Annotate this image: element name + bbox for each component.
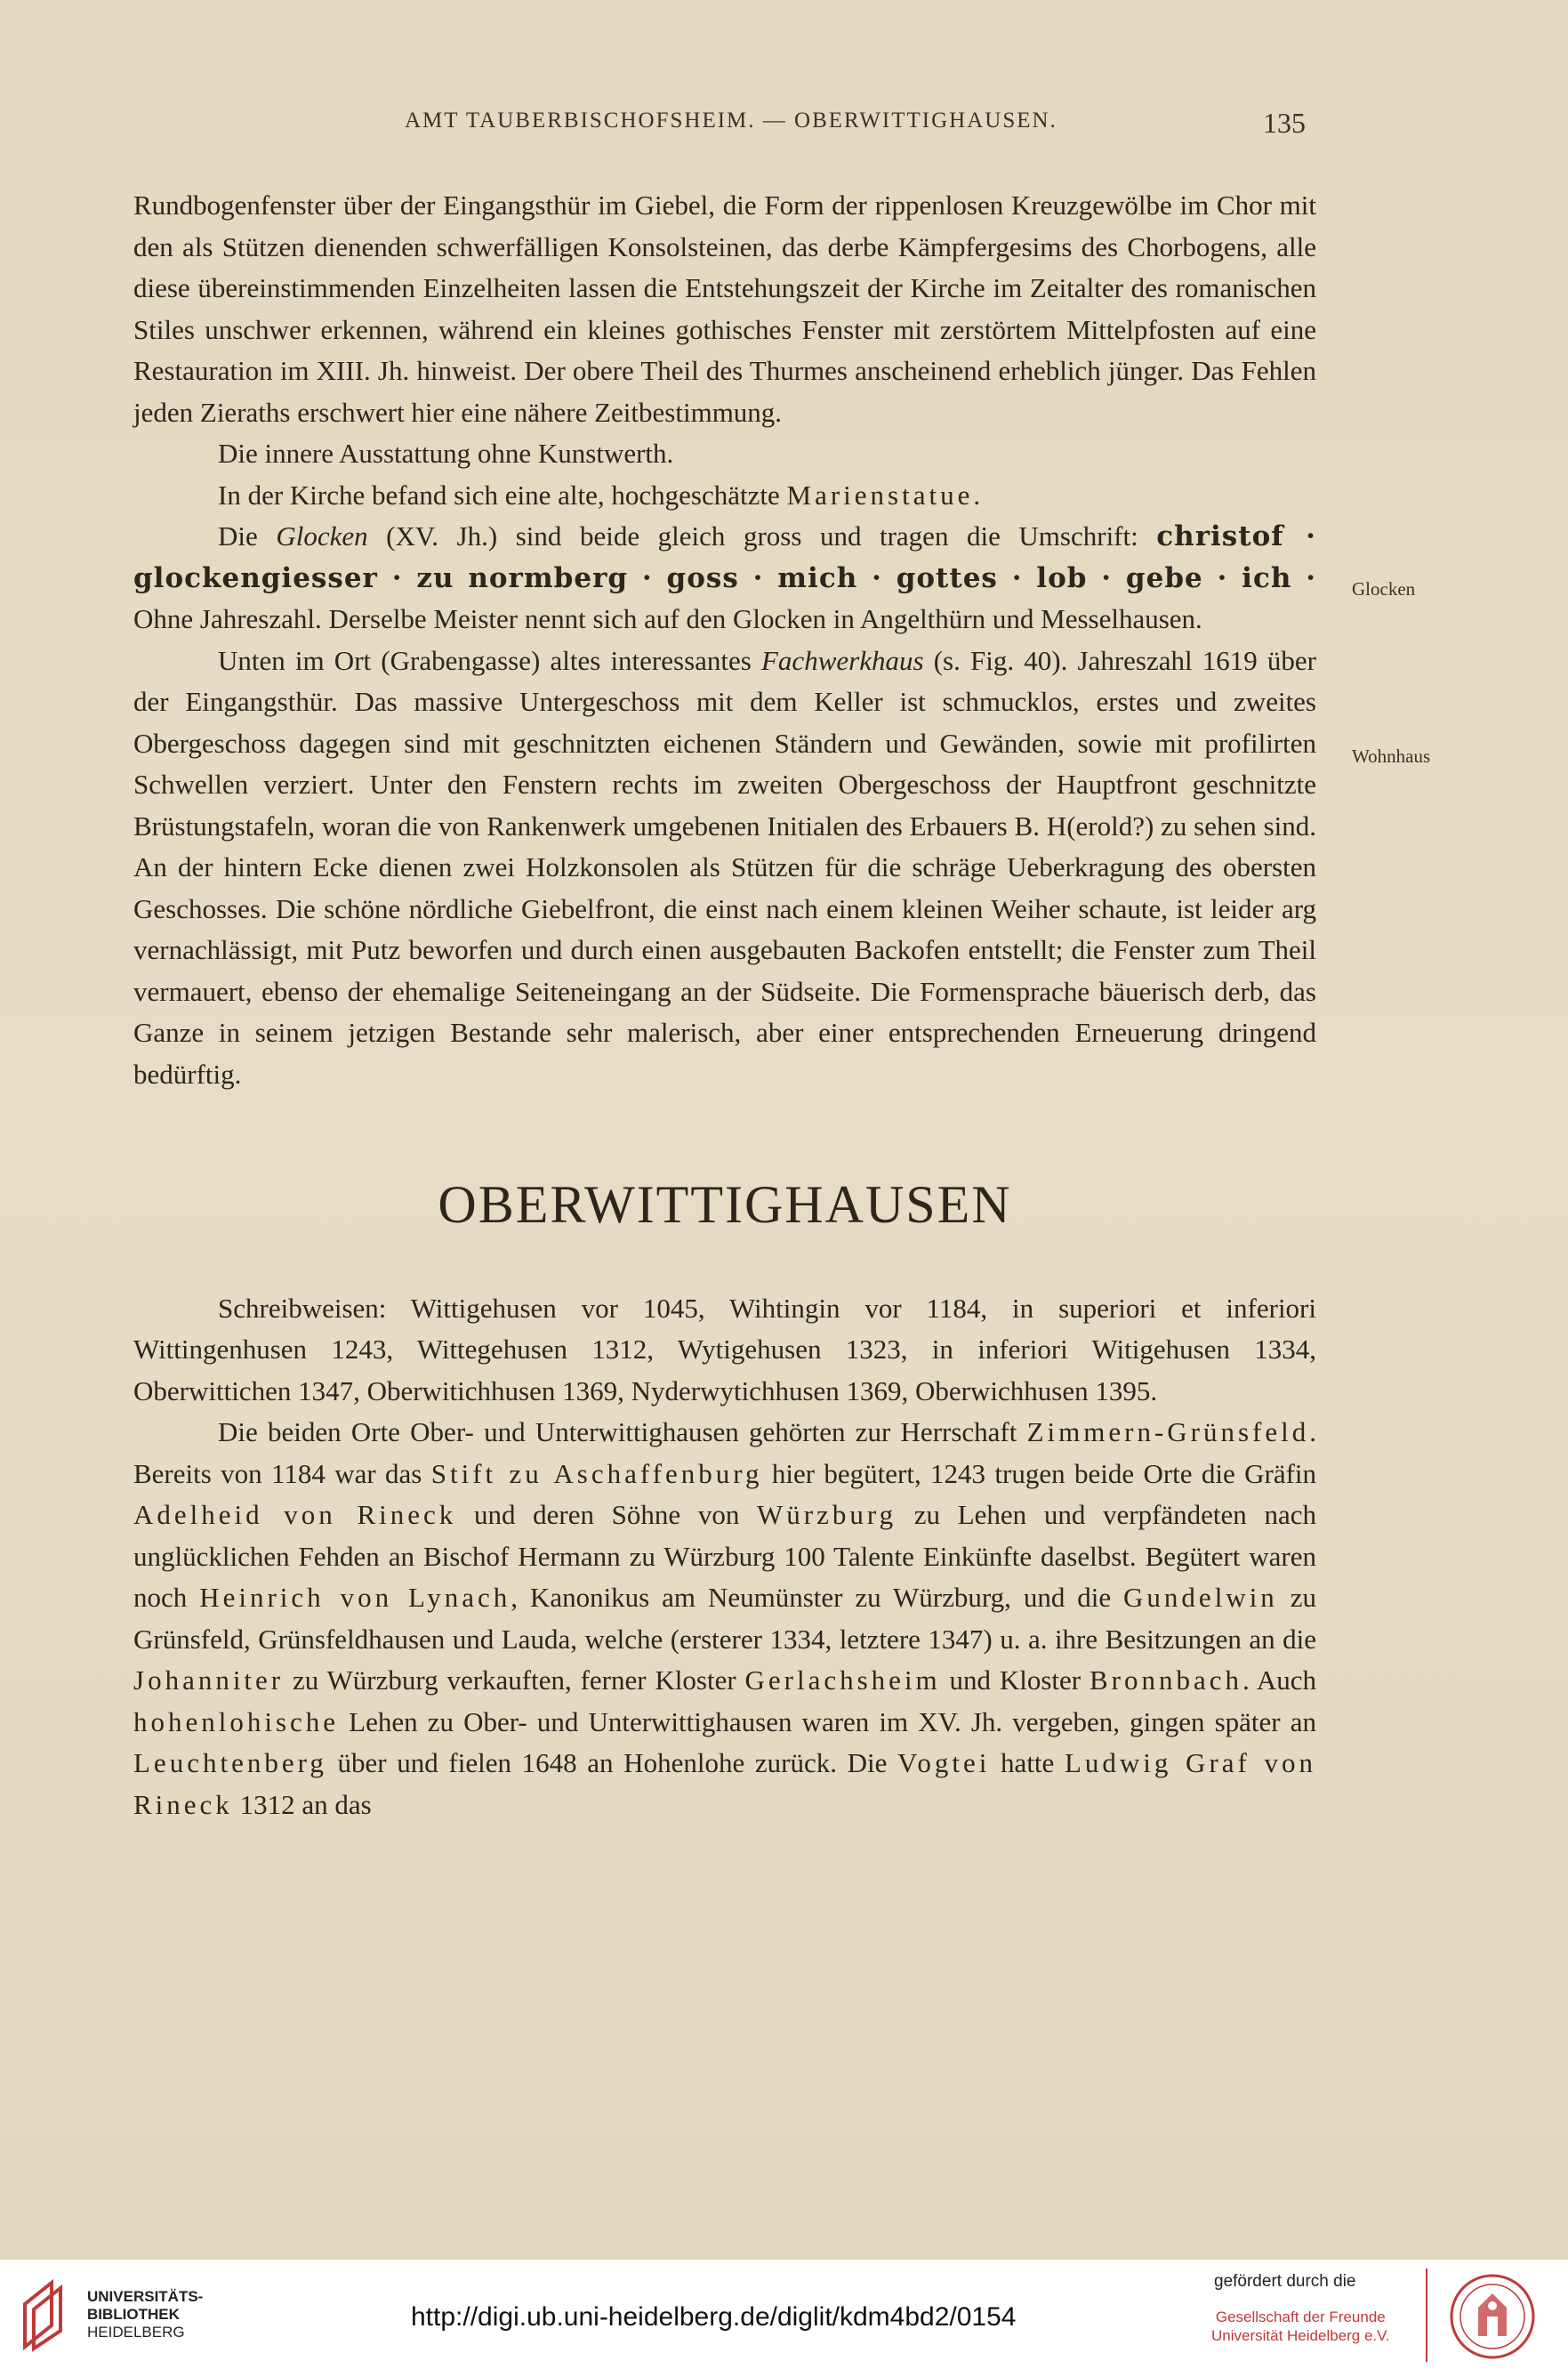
paragraph-bells [133, 516, 1316, 641]
text-span: zu Würzburg verkauften, ferner Kloster [284, 1664, 745, 1696]
text-span: (s. Fig. 40). Jahreszahl 1619 über der Eingangsthür. Das massive Untergeschoss mit dem Keller ist schmucklos, erstes und zweites Obergeschoss dagegen sind mit geschnitzten eichenen Ständern und Gewänden, sowie mit profilirten Schwellen verziert. Unter den Fenstern rechts im zweiten Obergeschoss der Hauptfront geschnitzte Brüstungstafeln, woran die von Rankenwerk umgebenen Initialen des Erbauers B. H(erold?) zu sehen sind. An der hintern Ecke dienen zwei Holzkonsolen als Stützen für die schräge Ueberkragung des obersten Geschosses. Die schöne nördliche Giebelfront, die einst nach einem kleinen Weiher schaute, ist leider arg vernachlässigt, mit Putz beworfen und durch einen ausgebauten Backofen entstellt; die Fenster zum Theil vermauert, ebenso der ehemalige Seiteneingang an der Südseite. Die Formensprache bäuerisch derb, das Ganze in seinem jetzigen Bestande sehr malerisch, aber einer entsprechenden Erneuerung dringend bedürftig. [133, 644, 1316, 1090]
permalink-url[interactable]: http://digi.ub.uni-heidelberg.de/diglit/kdm4bd2/0154 [411, 2302, 1017, 2332]
spaced-term: Heinrich von Lynach [199, 1582, 511, 1613]
text-span: 1312 an das [232, 1788, 372, 1820]
society-line: Universität Heidelberg e.V. [1211, 2327, 1390, 2344]
spaced-term: Würzburg [757, 1499, 897, 1530]
margin-note-glocken: Glocken [1352, 578, 1416, 600]
spaced-term: Ludwig Graf von Rineck [133, 1747, 1317, 1820]
text-span: Die [218, 520, 277, 552]
spaced-term: Gundelwin [1123, 1582, 1278, 1613]
italic-term: Glocken [276, 520, 368, 552]
spaced-term: Vogtei [897, 1747, 991, 1778]
text-span: . Bereits von 1184 war das [133, 1416, 1316, 1489]
text-span: Ohne Jahreszahl. Derselbe Meister nennt sich auf den Glocken in Angelthürn und Messelhausen. [133, 603, 1202, 634]
text-span: , Kanonikus am Neumünster zu Würzburg, und die [511, 1582, 1124, 1613]
text-span: . Auch [1242, 1664, 1317, 1696]
spaced-term: hohenlohische [133, 1705, 340, 1737]
spaced-term: Leuchtenberg [133, 1747, 327, 1778]
library-name [87, 2288, 203, 2341]
text-span: (XV. Jh.) sind beide gleich gross und tragen die Umschrift: [367, 520, 1157, 552]
footer-divider [1426, 2268, 1427, 2362]
text-span: Lehen zu Ober- und Unterwittighausen waren im XV. Jh. vergeben, gingen später an [339, 1705, 1316, 1737]
society-name [1211, 2308, 1390, 2345]
text-span: zu Grünsfeld, Grünsfeldhausen und Lauda, welche (ersterer 1334, letztere 1347) u. a. ihre Besitzungen an die [133, 1582, 1316, 1655]
text-span: und deren Söhne von [456, 1499, 757, 1530]
paragraph-history [133, 1412, 1316, 1825]
section-heading: OBERWITTIGHAUSEN [438, 1175, 1012, 1234]
bell-inscription: christof · glockengiesser · zu normberg · goss · mich · gottes · lob · gebe · ich · [133, 520, 1316, 594]
spaced-term: Bronnbach [1089, 1664, 1242, 1696]
text-span: . [973, 479, 981, 511]
body-text [133, 185, 1316, 1825]
text-span: und Kloster [940, 1664, 1090, 1696]
paragraph-interior: Die innere Ausstattung ohne Kunstwerth. [218, 438, 674, 469]
text-span: Unten im Ort (Grabengasse) altes interessantes [218, 644, 761, 676]
paragraph-half-timbered-house [133, 641, 1316, 1096]
funded-by-label: gefördert durch die [1214, 2272, 1356, 2291]
text-span: In der Kirche befand sich eine alte, hochgeschätzte [218, 479, 787, 511]
spaced-term: Johanniter [133, 1664, 285, 1696]
paragraph-statue [133, 475, 1316, 517]
spaced-term: Stift zu Aschaffenburg [430, 1457, 763, 1489]
paragraph-spellings: Schreibweisen: Wittigehusen vor 1045, Wihtingin vor 1184, in superiori et inferiori Wittingenhusen 1243, Wittegehusen 1312, Wytigehusen 1323, in inferiori Witigehusen 1334, Oberwittichen 1347, Oberwitichhusen 1369, Nyderwytichhusen 1369, Oberwichhusen 1395. [133, 1292, 1316, 1406]
library-line: HEIDELBERG [87, 2324, 185, 2341]
university-seal-icon [1448, 2272, 1537, 2361]
margin-note-wohnhaus: Wohnhaus [1352, 745, 1431, 767]
running-title: AMT TAUBERBISCHOFSHEIM. — OBERWITTIGHAUSEN. [405, 109, 1057, 133]
text-span: hatte [990, 1747, 1065, 1778]
spaced-term: Marienstatue [786, 479, 974, 511]
spaced-term: Gerlachsheim [744, 1664, 941, 1696]
text-span: zu Lehen und verpfändeten nach unglücklichen Fehden an Bischof Hermann zu Würzburg 100 Talente Einkünfte daselbst. Begütert waren noch [133, 1499, 1316, 1613]
library-line: BIBLIOTHEK [87, 2306, 180, 2323]
text-span: über und fielen 1648 an Hohenlohe zurück. Die [326, 1747, 898, 1778]
text-span: hier begütert, 1243 trugen beide Orte die Gräfin [762, 1457, 1317, 1489]
society-line: Gesellschaft der Freunde [1215, 2309, 1386, 2325]
library-line: UNIVERSITÄTS- [87, 2288, 204, 2305]
spaced-term: Zimmern-Grünsfeld [1026, 1416, 1310, 1447]
text-span: Die beiden Orte Ober- und Unterwittighausen gehörten zur Herrschaft [218, 1416, 1027, 1447]
footer-bar [0, 2260, 1568, 2369]
spaced-term: Adelheid von Rineck [133, 1499, 457, 1530]
university-library-logo-icon [16, 2277, 71, 2352]
page-number: 135 [1263, 107, 1306, 139]
paragraph-church-dating: Rundbogenfenster über der Eingangsthür im Giebel, die Form der rippenlosen Kreuzgewölbe im Chor mit den als Stützen dienenden schwerfälligen Konsolsteinen, das derbe Kämpfergesims des Chorbogens, alle diese übereinstimmenden Einzelheiten lassen die Entstehungszeit der Kirche im Zeitalter des romanischen Stiles unschwer erkennen, während ein kleines gothisches Fenster mit zerstörtem Mittelpfosten auf eine Restauration im XIII. Jh. hinweist. Der obere Theil des Thurmes anscheinend erheblich jünger. Das Fehlen jeden Zieraths erschwert hier eine nähere Zeitbestimmung. [133, 189, 1316, 428]
italic-term: Fachwerkhaus [761, 644, 924, 676]
